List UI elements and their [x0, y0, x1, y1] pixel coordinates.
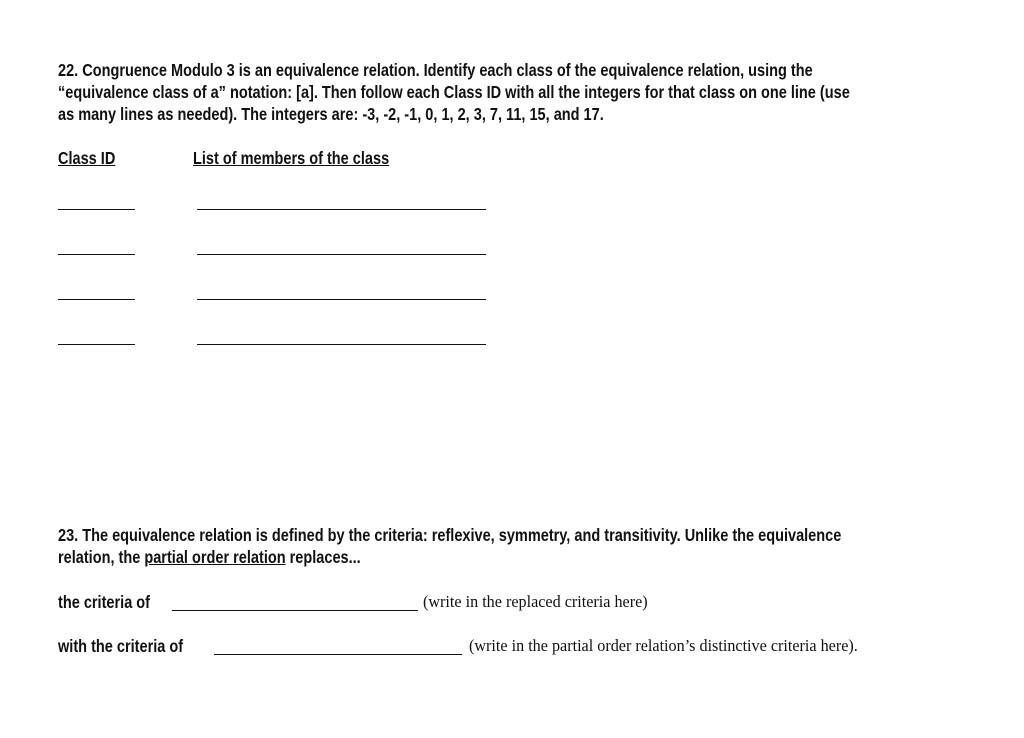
distinctive-criteria-hint: (write in the partial order relation’s distinctive criteria here). [469, 636, 858, 655]
class-id-blank-3[interactable] [58, 299, 135, 300]
q23-text-line-2 [58, 547, 361, 567]
q23-text-post: replaces... [285, 547, 361, 567]
partial-order-relation-term: partial order relation [144, 547, 286, 567]
q22-text-line-1: 22. Congruence Modulo 3 is an equivalence relation. Identify each class of the equivalence relation, using the [58, 60, 813, 80]
distinctive-criteria-blank[interactable] [214, 654, 462, 655]
class-id-blank-1[interactable] [58, 209, 135, 210]
q23-text-pre: relation, the [58, 547, 145, 567]
class-id-blank-2[interactable] [58, 254, 135, 255]
replaced-criteria-hint: (write in the replaced criteria here) [423, 592, 648, 611]
q22-text-line-2: “equivalence class of a” notation: [a]. Then follow each Class ID with all the integers for that class on one line (use [58, 82, 850, 102]
with-criteria-of-label: with the criteria of [58, 636, 184, 656]
members-blank-4[interactable] [197, 344, 486, 345]
members-blank-1[interactable] [197, 209, 486, 210]
q23-text-line-1: 23. The equivalence relation is defined by the criteria: reflexive, symmetry, and transitivity. Unlike the equivalence [58, 525, 842, 545]
members-blank-3[interactable] [197, 299, 486, 300]
class-id-header: Class ID [58, 148, 116, 168]
q22-text-line-3: as many lines as needed). The integers are: -3, -2, -1, 0, 1, 2, 3, 7, 11, 15, and 17. [58, 104, 604, 124]
class-id-blank-4[interactable] [58, 344, 135, 345]
criteria-of-label: the criteria of [58, 592, 151, 612]
members-blank-2[interactable] [197, 254, 486, 255]
replaced-criteria-blank[interactable] [172, 610, 418, 611]
members-header: List of members of the class [193, 148, 390, 168]
